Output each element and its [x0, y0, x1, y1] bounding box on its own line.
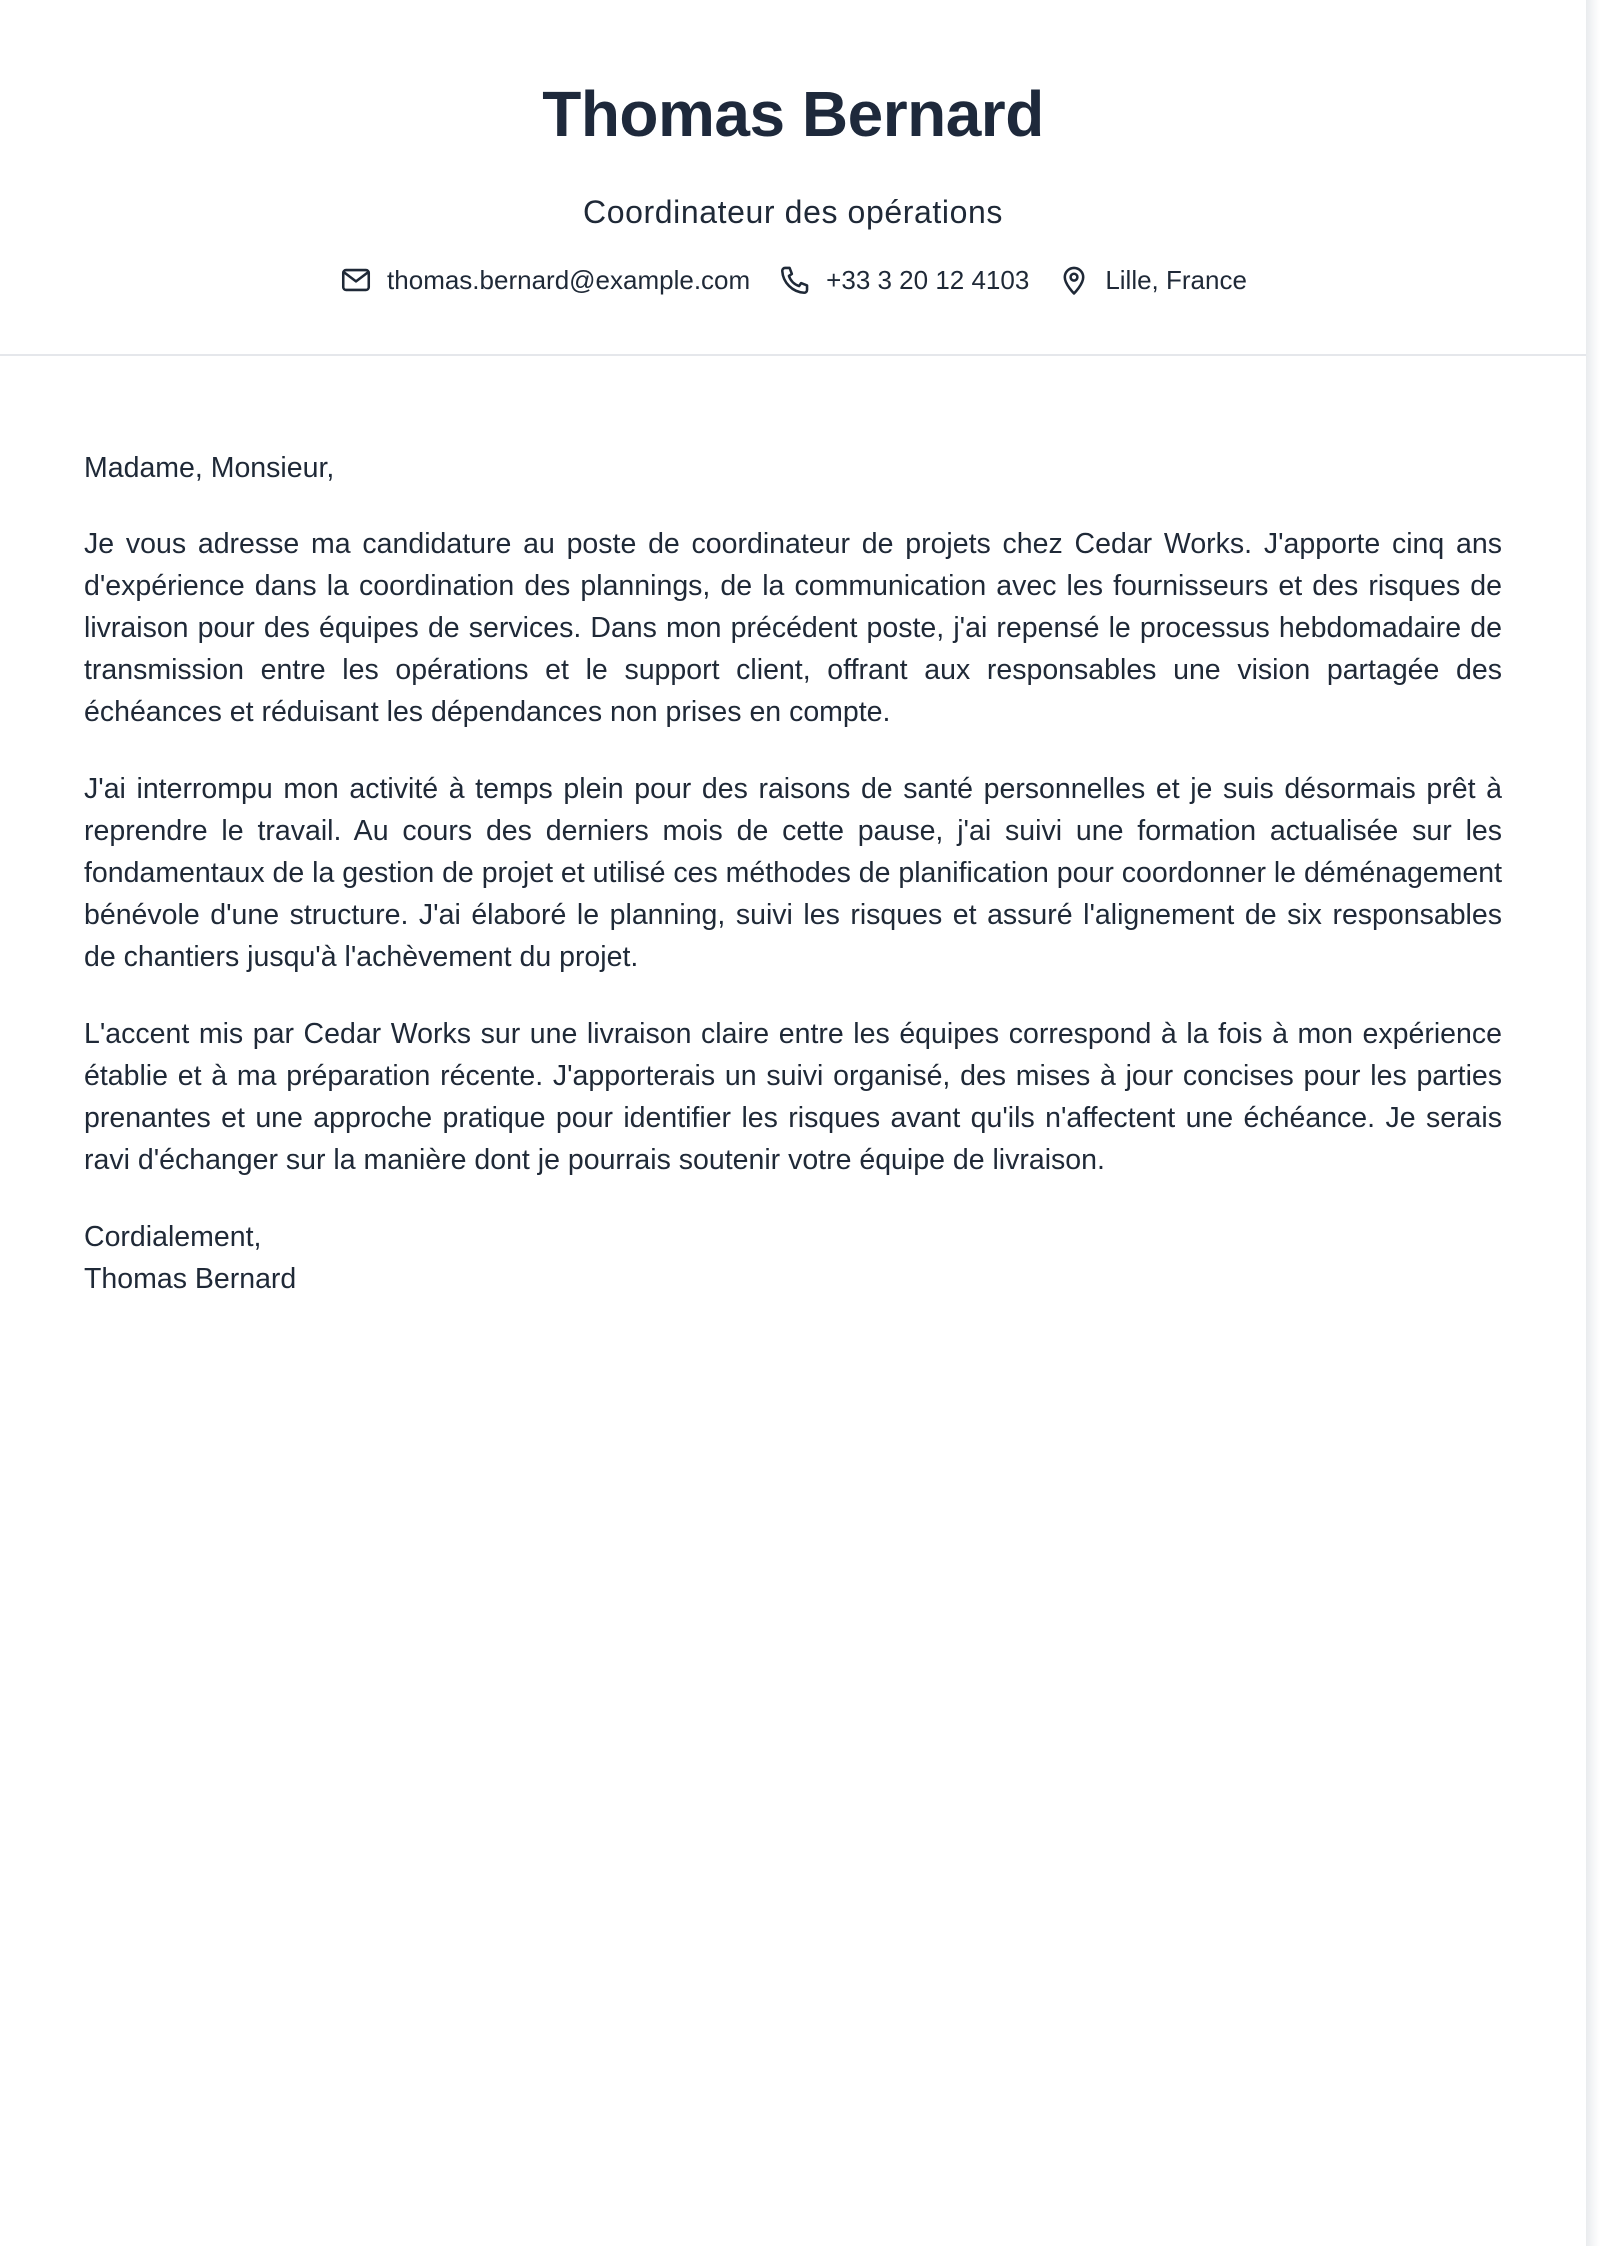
applicant-role: Coordinateur des opérations: [582, 194, 1003, 230]
signature: Thomas Bernard: [84, 1263, 297, 1295]
map-pin-icon: [1057, 263, 1091, 297]
page-edge-shadow: [1586, 0, 1600, 2246]
phone-icon: [778, 263, 812, 297]
contact-phone: [778, 262, 1029, 298]
paragraph: J'ai interrompu mon activité à temps plein pour des raisons de santé personnelles et je suis désormais prêt à reprendre le travail. Au cours des derniers mois de cette pause, j'ai suivi une formation actualisée sur les fondamentaux de la gestion de projet et utilisé ces méthodes de planification pour coordonner le déménagement bénévole d'une structure. J'ai élaboré le planning, suivi les risques et assuré l'alignement de six responsables de chantiers jusqu'à l'achèvement du projet.: [84, 773, 1503, 973]
contact-email: [339, 262, 750, 298]
letter-body: [84, 447, 1502, 1300]
letter-header: [0, 0, 1586, 356]
closing: Cordialement,: [84, 1221, 262, 1253]
closing-block: [84, 1216, 1502, 1300]
contact-location: [1057, 262, 1247, 298]
applicant-name: Thomas Bernard: [542, 78, 1044, 150]
paragraph: L'accent mis par Cedar Works sur une livraison claire entre les équipes correspond à la fois à mon expérience établie et à ma préparation récente. J'apporterais un suivi organisé, des mises à jour concises pour les parties prenantes et une approche pratique pour identifier les risques avant qu'ils n'affectent une échéance. Je serais ravi d'échanger sur la manière dont je pourrais soutenir votre équipe de livraison.: [84, 1018, 1502, 1176]
location-text: Lille, France: [1105, 265, 1247, 295]
mail-icon: [339, 263, 373, 297]
salutation: Madame, Monsieur,: [84, 452, 335, 484]
email-text: thomas.bernard@example.com: [387, 265, 751, 295]
contact-info: [0, 262, 1586, 298]
phone-text: +33 3 20 12 4103: [826, 265, 1030, 295]
paragraph: Je vous adresse ma candidature au poste de coordinateur de projets chez Cedar Works. J'apporte cinq ans d'expérience dans la coordination des plannings, de la communication avec les fournisseurs et des risques de livraison pour des équipes de services. Dans mon précédent poste, j'ai repensé le processus hebdomadaire de transmission entre les opérations et le support client, offrant aux responsables une vision partagée des échéances et réduisant les dépendances non prises en compte.: [84, 528, 1502, 728]
